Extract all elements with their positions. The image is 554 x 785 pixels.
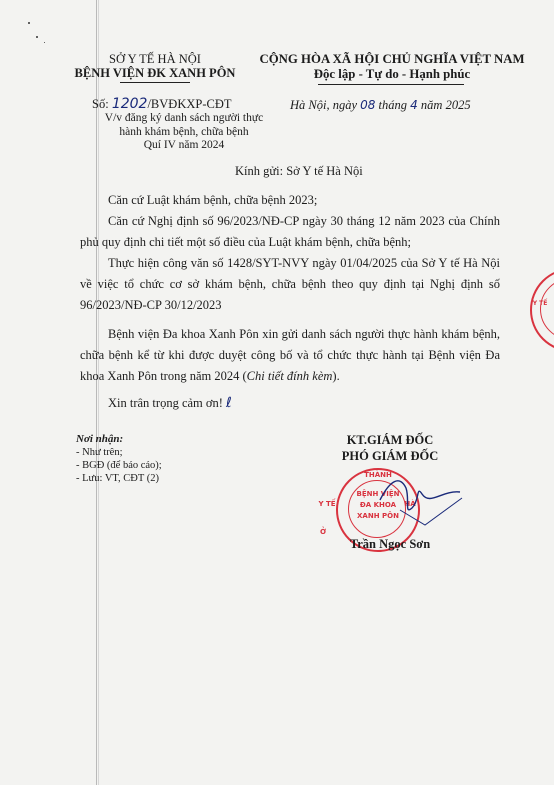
hospital-underline xyxy=(120,82,190,83)
seal-top-arc: THÀNH xyxy=(364,471,392,479)
date-prefix: Hà Nội, ngày xyxy=(290,98,358,112)
seal-left-arc: Y TẾ xyxy=(318,500,336,508)
number-prefix: Số: xyxy=(92,97,109,111)
number-suffix: /BVĐKXP-CĐT xyxy=(147,97,232,111)
signature-scribble xyxy=(370,470,470,540)
hospital-name: BỆNH VIỆN ĐK XANH PÔN xyxy=(74,66,236,80)
date-day-handwritten: 08 xyxy=(360,98,376,112)
seal-text: XANH PÔN xyxy=(357,512,399,520)
number-handwritten: 1202 xyxy=(111,96,148,112)
recipient-item: - BGĐ (để báo cáo); xyxy=(76,460,162,471)
body-text: ). xyxy=(332,369,340,383)
recipient-line: Kính gửi: Sở Y tế Hà Nội xyxy=(235,164,363,178)
document-number xyxy=(92,96,232,112)
initial-mark: ℓ xyxy=(226,395,232,411)
subject-line: hành khám bệnh, chữa bệnh xyxy=(119,125,249,138)
signer-name: Trần Ngọc Sơn xyxy=(349,537,431,551)
body-text: Bệnh viện Đa khoa Xanh Pôn xin gửi danh sách người thực hành khám bệnh, chữa bệnh kể từ khi được duyệt công bố và tổ chức thực hành tại Bệnh viện Đa khoa Xanh Pôn trong năm 2024 ( xyxy=(80,327,500,383)
seal-text: BỆNH VIỆN xyxy=(356,490,400,498)
scan-speck xyxy=(44,42,45,43)
subject-block xyxy=(84,112,284,153)
date-year: năm 2025 xyxy=(420,98,471,112)
subject-line: V/v đăng ký danh sách người thực xyxy=(104,112,264,124)
body-paragraph xyxy=(80,324,500,387)
signature-role: KT.GIÁM ĐỐC xyxy=(346,433,434,447)
seal-text: ĐA KHOA xyxy=(359,501,397,509)
body-text-italic: Chi tiết đính kèm xyxy=(246,369,333,383)
date-month-handwritten: 4 xyxy=(410,98,418,112)
seal-right-arc: HÀ xyxy=(404,500,416,508)
country-name: CỘNG HÒA XÃ HỘI CHỦ NGHĨA VIỆT NAM xyxy=(259,52,525,66)
subject-line: Quí IV năm 2024 xyxy=(143,139,225,151)
signature-role: PHÓ GIÁM ĐỐC xyxy=(341,449,439,463)
document-date xyxy=(290,98,471,113)
recipients-block xyxy=(76,433,236,485)
recipient-item: - Lưu: VT, CĐT (2) xyxy=(76,473,159,484)
date-month-label: tháng xyxy=(378,98,408,112)
edge-seal-inner-ring xyxy=(540,278,554,340)
scan-speck xyxy=(28,22,30,24)
closing-text: Xin trân trọng cảm ơn! xyxy=(108,396,223,410)
body-paragraph: Căn cứ Nghị định số 96/2023/NĐ-CP ngày 30 tháng 12 năm 2023 của Chính phủ quy định chi tiết một số điều của Luật khám bệnh, chữa bệnh; xyxy=(80,214,500,249)
recipients-title: Nơi nhận: xyxy=(76,433,124,445)
edge-seal-text: Y TẾ xyxy=(532,300,548,307)
body-paragraph: Căn cứ Luật khám bệnh, chữa bệnh 2023; xyxy=(108,193,318,207)
motto: Độc lập - Tự do - Hạnh phúc xyxy=(313,67,471,81)
scan-speck xyxy=(36,36,38,38)
seal-bottom-letter: Ở xyxy=(319,528,327,536)
recipient-item: - Như trên; xyxy=(76,447,123,458)
closing-line xyxy=(80,393,500,414)
edge-seal xyxy=(530,268,554,352)
body-paragraph: Thực hiện công văn số 1428/SYT-NVY ngày 01/04/2025 của Sở Y tế Hà Nội về việc tổ chức cơ sở khám bệnh, chữa bệnh theo quy định tại Nghị định số 96/2023/NĐ-CP 30/12/2023 xyxy=(80,256,500,312)
motto-underline xyxy=(318,84,464,85)
ministry-name: SỞ Y TẾ HÀ NỘI xyxy=(109,52,201,66)
letter-body xyxy=(80,190,500,414)
